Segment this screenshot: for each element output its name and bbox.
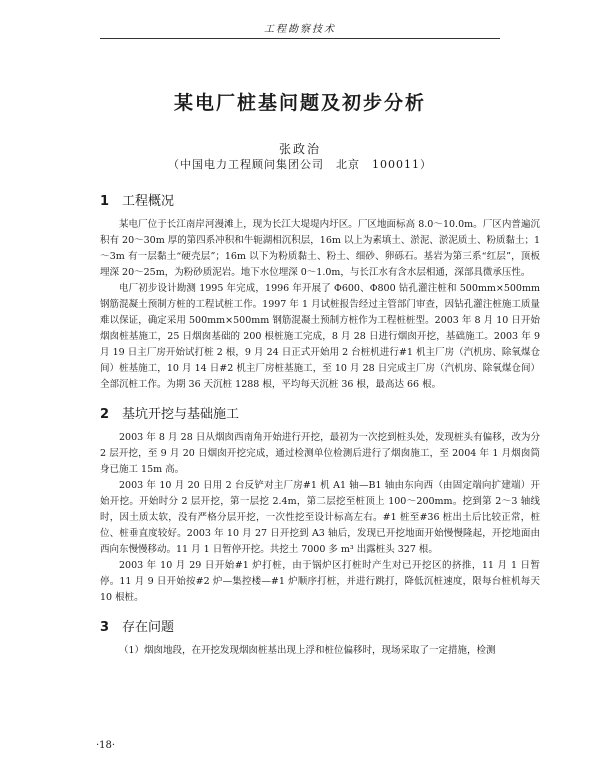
affiliation: （中国电力工程顾问集团公司 北京 100011） <box>168 158 432 171</box>
page-number: ·18· <box>96 740 116 751</box>
section-heading <box>100 403 540 422</box>
header-rule <box>100 38 500 39</box>
running-head: 工程勘察技术 <box>264 24 336 35</box>
section-heading <box>100 616 540 635</box>
section-heading <box>100 190 540 209</box>
section-number: 2 <box>100 407 110 422</box>
section-title: 基坑开挖与基础施工 <box>122 407 240 422</box>
section-title: 工程概况 <box>122 194 175 209</box>
paragraph: 电厂初步设计勘测 1995 年完成，1996 年开展了 Φ600、Φ800 钻孔灌注桩和 500mm×500mm 钢筋混凝土预制方桩的工程试桩工作。1997 年 1 月试桩报告经过主管部门审查，因钻孔灌注桩施工质量难以保证，确定采用 500mm×500mm 钢筋混凝土预制方桩作为工程桩桩型。2003 年 8 月 10 日开始烟囱桩基施工，25 日烟囱基础的 200 根桩施工完成，8 月 28 日进行烟囱开挖，基础施工。2003 年 9 月 19 日主厂房开始试打桩 2 根，9 月 24 日正式开始用 2 台桩机进行#1 机主厂房（汽机房、除氧煤仓间）桩基施工，10 月 14 日#2 机主厂房桩基施工，至 10 月 28 日完成主厂房（汽机房、除氧煤仓间）全部沉桩工作。为期 36 天沉桩 1288 根，平均每天沉桩 36 根，最高达 66 根。 <box>100 283 540 390</box>
section-number: 3 <box>100 620 110 635</box>
section-number: 1 <box>100 194 110 209</box>
paragraph: 某电厂位于长江南岸河漫滩上，现为长江大堤堤内圩区。厂区地面标高 8.0～10.0m。厂区内普遍沉积有 20～30m 厚的第四系冲积和牛轭湖相沉积层，16m 以上为素填土、淤泥、淤泥质土、粉质黏土；1～3m 有一层黏土“硬壳层”；16m 以下为粉质黏土、粉土、细砂、卵砾石。基岩为第三系“红层”，顶板埋深 20～25m，为粉砂质泥岩。地下水位埋深 0～1.0m，与长江水有含水层相通，深部具微承压性。 <box>100 219 540 278</box>
author: 张政治 <box>278 142 321 156</box>
article-title: 某电厂桩基问题及初步分析 <box>173 92 426 114</box>
paragraph: 2003 年 10 月 29 日开始#1 炉打桩，由于锅炉区打桩时产生对已开挖区的挤推，11 月 1 日暂停。11 月 9 日开始按#2 炉—集控楼—#1 炉顺序打桩，并进行跳打，降低沉桩速度，限每台桩机每天 10 根桩。 <box>100 560 540 603</box>
section-title: 存在问题 <box>122 620 175 635</box>
paragraph: 2003 年 10 月 20 日用 2 台反铲对主厂房#1 机 A1 轴—B1 轴由东向西（由固定端向扩建端）开始开挖。开始时分 2 层开挖，第一层挖 2.4m，第二层挖至桩顶上 100～200mm。挖到第 2～3 轴线时，因土质太软，没有严格分层开挖，一次性挖至设计标高左右。#1 桩至#36 桩出土后比较正常，桩位、桩垂直度较好。2003 年 10 月 27 日开挖到 A3 轴后，发现已开挖地面开始慢慢隆起，开挖地面由西向东慢慢移动。11 月 1 日暂停开挖。共挖土 7000 多 m³ 出露桩头 327 根。 <box>100 480 540 555</box>
paragraph: 2003 年 8 月 28 日从烟囱西南角开始进行开挖，最初为一次挖到桩头处，发现桩头有偏移，改为分 2 层开挖，至 9 月 20 日烟囱开挖完成，通过检测单位检测后进行了烟囱施工，至 2004 年 1 月烟囱筒身已施工 15m 高。 <box>100 432 540 475</box>
paragraph: （1）烟囱地段，在开挖发现烟囱桩基出现上浮和桩位偏移时，现场采取了一定措施，检测 <box>119 645 496 656</box>
article-body <box>100 180 540 659</box>
